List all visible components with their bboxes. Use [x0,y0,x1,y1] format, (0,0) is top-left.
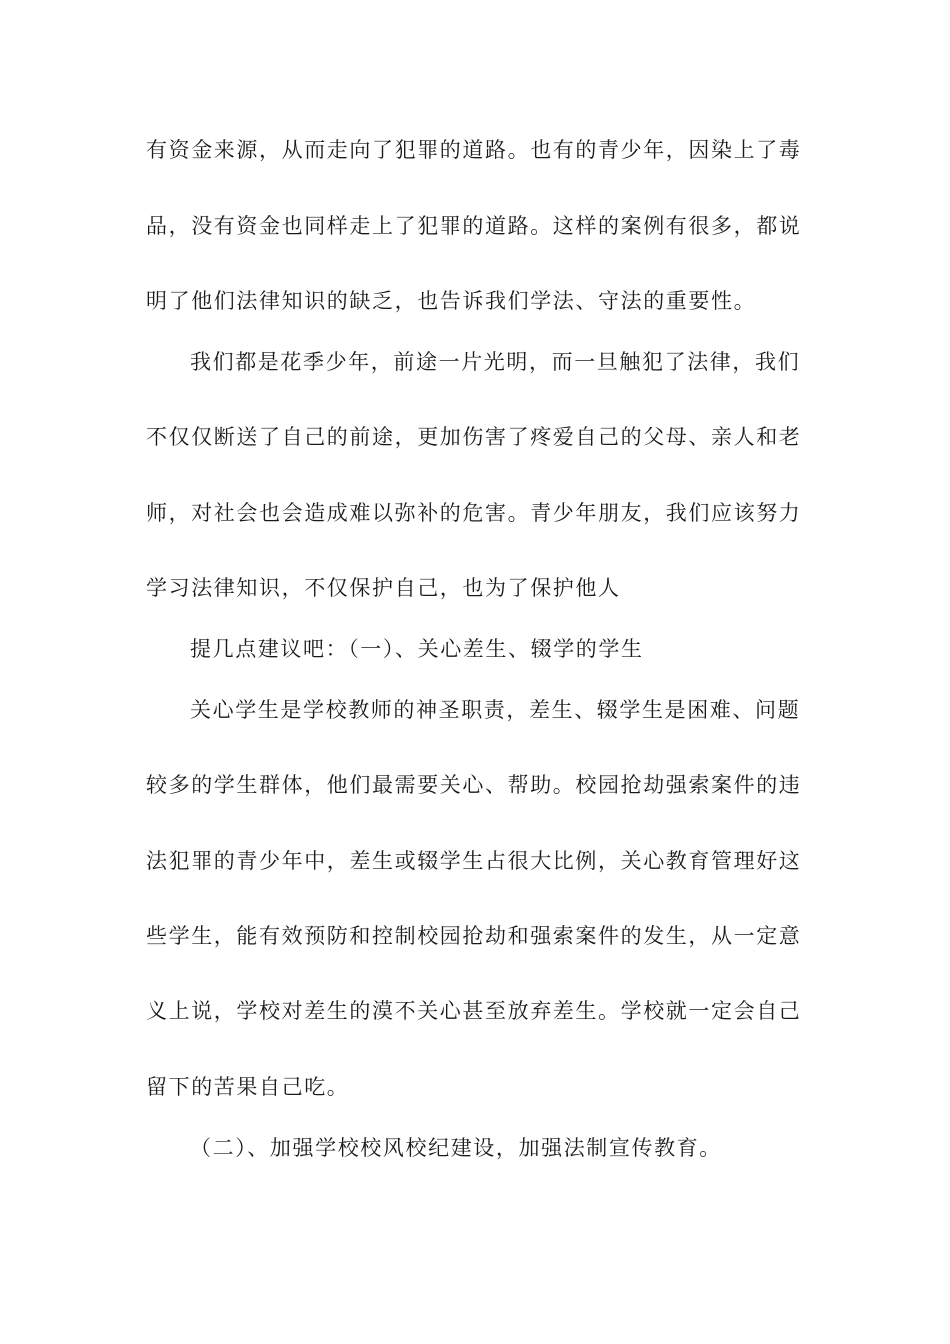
paragraph-line: 师，对社会也会造成难以弥补的危害。青少年朋友，我们应该努力 [146,501,802,525]
paragraph-line: 明了他们法律知识的缺乏，也告诉我们学法、守法的重要性。 [146,289,757,313]
paragraph-line: 义上说，学校对差生的漠不关心甚至放弃差生。学校就一定会自己 [146,999,802,1023]
paragraph-line: 提几点建议吧：（一）、关心差生、辍学的学生 [190,637,644,661]
paragraph-line: 较多的学生群体，他们最需要关心、帮助。校园抢劫强索案件的违 [146,773,802,797]
paragraph-line: 我们都是花季少年，前途一片光明，而一旦触犯了法律，我们 [190,350,801,374]
paragraph-line: 学习法律知识，不仅保护自己，也为了保护他人 [146,576,621,600]
paragraph-line: 留下的苦果自己吃。 [146,1075,350,1099]
paragraph-line: 关心学生是学校教师的神圣职责，差生、辍学生是困难、问题 [190,698,801,722]
paragraph-line: 有资金来源，从而走向了犯罪的道路。也有的青少年，因染上了毒 [146,138,802,162]
paragraph-line: 品，没有资金也同样走上了犯罪的道路。这样的案例有很多，都说 [146,214,802,238]
paragraph-line: 不仅仅断送了自己的前途，更加伤害了疼爱自己的父母、亲人和老 [146,425,802,449]
paragraph-line: 法犯罪的青少年中，差生或辍学生占很大比例，关心教育管理好这 [146,849,802,873]
paragraph-line: （二）、加强学校校风校纪建设，加强法制宣传教育。 [190,1136,722,1160]
paragraph-line: 些学生，能有效预防和控制校园抢劫和强索案件的发生，从一定意 [146,924,802,948]
